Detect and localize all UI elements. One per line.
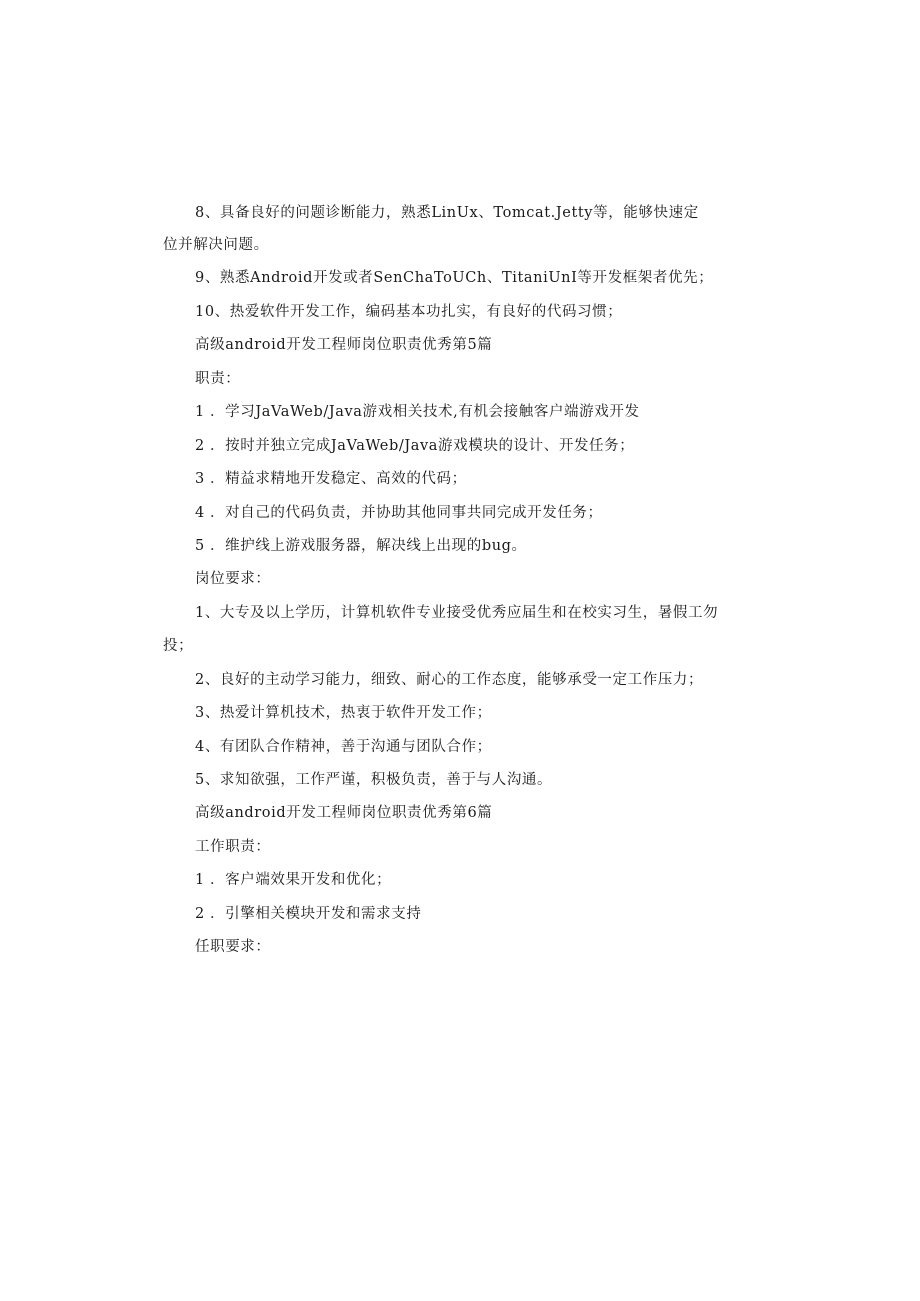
duty-item-4: 4 ．对自己的代码负责，并协助其他同事共同完成开发任务；	[195, 505, 603, 521]
list-item-10: 10、热爱软件开发工作，编码基本功扎实，有良好的代码习惯；	[195, 304, 623, 320]
section-heading-5: 高级android开发工程师岗位职责优秀第5篇	[195, 337, 493, 353]
requirement-item-1-continued: 投；	[163, 638, 194, 654]
requirement-item-3: 3、热爱计算机技术，热衷于软件开发工作；	[195, 705, 492, 721]
requirement-item-1: 1、大专及以上学历，计算机软件专业接受优秀应届生和在校实习生，暑假工勿	[195, 605, 719, 621]
work-duty-item-1: 1 ．客户端效果开发和优化；	[195, 872, 392, 888]
work-duty-item-2: 2 ．引擎相关模块开发和需求支持	[195, 906, 422, 922]
duty-item-1: 1 ．学习JaVaWeb/Java游戏相关技术,有机会接触客户端游戏开发	[195, 404, 640, 420]
requirements-label: 岗位要求：	[195, 571, 271, 587]
list-item-8-continued: 位并解决问题。	[163, 237, 269, 253]
requirement-item-4: 4、有团队合作精神，善于沟通与团队合作；	[195, 739, 492, 755]
duties-label: 职责：	[195, 371, 241, 387]
work-duties-label: 工作职责：	[195, 839, 271, 855]
duty-item-2: 2 ．按时并独立完成JaVaWeb/Java游戏模块的设计、开发任务；	[195, 438, 635, 454]
list-item-9: 9、熟悉Android开发或者SenChaToUCh、TitaniUnI等开发框架者优先；	[195, 270, 714, 286]
requirement-item-5: 5、求知欲强，工作严谨，积极负责，善于与人沟通。	[195, 772, 553, 788]
list-item-8: 8、具备良好的问题诊断能力，熟悉LinUx、Tomcat.Jetty等，能够快速定	[195, 205, 699, 221]
section-heading-6: 高级android开发工程师岗位职责优秀第6篇	[195, 805, 493, 821]
duty-item-5: 5 ．维护线上游戏服务器，解决线上出现的bug。	[195, 538, 527, 554]
duty-item-3: 3 ．精益求精地开发稳定、高效的代码；	[195, 471, 467, 487]
requirement-item-2: 2、良好的主动学习能力，细致、耐心的工作态度，能够承受一定工作压力；	[195, 672, 704, 688]
qualifications-label: 任职要求：	[195, 939, 271, 955]
